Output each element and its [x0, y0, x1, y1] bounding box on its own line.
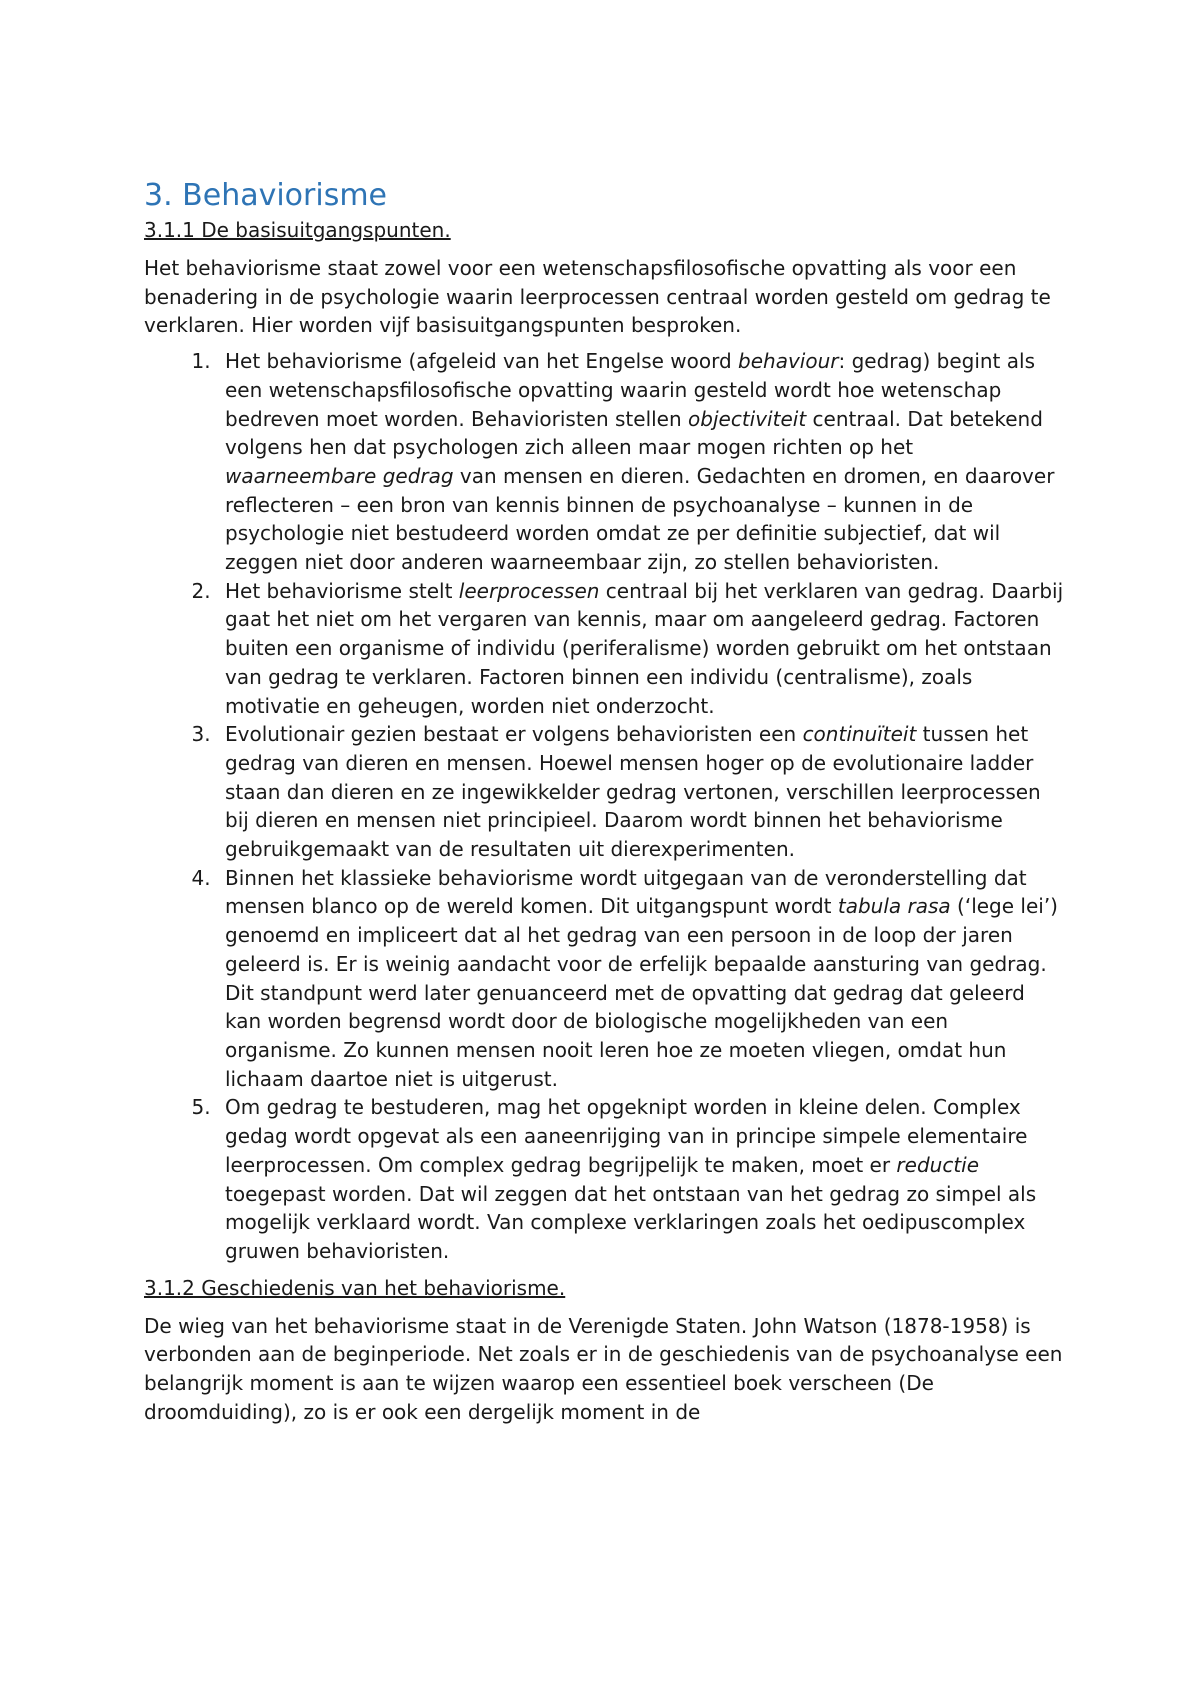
list-item: 2. Het behaviorisme stelt leerprocessen centraal bij het verklaren van gedrag. Daarbij gaat het niet om het vergaren van kennis, maar om aangeleerd gedrag. Factoren buiten een organisme of individu (periferalisme) worden gebruikt om het ontstaan van gedrag te verklaren. Factoren binnen een individu (centralisme), zoals motivatie en geheugen, worden niet onderzocht. [217, 577, 1064, 721]
history-paragraph: De wieg van het behaviorisme staat in de Verenigde Staten. John Watson (1878-1958) is verbonden aan de beginperiode. Net zoals er in de geschiedenis van de psychoanalyse een belangrijk moment is aan te wijzen waarop een essentieel boek verscheen (De droomduiding), zo is er ook een dergelijk moment in de [144, 1313, 1063, 1424]
list-item: 1. Het behaviorisme (afgeleid van het Engelse woord behaviour: gedrag) begint als een wetenschapsfilosofische opvatting waarin gesteld wordt hoe wetenschap bedreven moet worden. Behavioristen stellen objectiviteit centraal. Dat betekend volgens hen dat psychologen zich alleen maar mogen richten op het waarneembare gedrag van mensen en dieren. Gedachten en dromen, en daarover reflecteren – een bron van kennis binnen de psychoanalyse – kunnen in de psychologie niet bestudeerd worden omdat ze per definitie subjectief, dat wil zeggen niet door anderen waarneembaar zijn, zo stellen behavioristen. [217, 347, 1064, 577]
emphasis-term: reductie [896, 1152, 980, 1177]
emphasis-term: continuïteit [802, 722, 917, 747]
list-item: 5. Om gedrag te bestuderen, mag het opgeknipt worden in kleine delen. Complex gedag wordt opgevat als een aaneenrijging van in principe simpele elementaire leerprocessen. Om complex gedrag begrijpelijk te maken, moet er reductie toegepast worden. Dat wil zeggen dat het ontstaan van het gedrag zo simpel als mogelijk verklaard wordt. Van complexe verklaringen zoals het oedipuscomplex gruwen behavioristen. [217, 1093, 1064, 1265]
section-heading-basisuitgangspunten: 3.1.1 De basisuitgangspunten. [144, 218, 451, 242]
emphasis-term: objectiviteit [688, 406, 807, 431]
section-heading-geschiedenis: 3.1.2 Geschiedenis van het behaviorisme. [144, 1275, 566, 1300]
emphasis-term: waarneembare gedrag [225, 463, 454, 488]
basisuitgangspunten-list [144, 347, 1064, 1266]
chapter-heading: 3. Behaviorisme [144, 178, 388, 213]
emphasis-term: tabula rasa [837, 894, 951, 919]
emphasis-term: leerprocessen [458, 578, 600, 603]
document-content [144, 176, 1064, 1433]
intro-paragraph: Het behaviorisme staat zowel voor een wetenschapsfilosofische opvatting als voor een benadering in de psychologie waarin leerprocessen centraal worden gesteld om gedrag te verklaren. Hier worden vijf basisuitgangspunten besproken. [144, 256, 1051, 338]
list-item: 3. Evolutionair gezien bestaat er volgens behavioristen een continuïteit tussen het gedrag van dieren en mensen. Hoewel mensen hoger op de evolutionaire ladder staan dan dieren en ze ingewikkelder gedrag vertonen, verschillen leerprocessen bij dieren en mensen niet principieel. Daarom wordt binnen het behaviorisme gebruikgemaakt van de resultaten uit dierexperimenten. [217, 720, 1064, 864]
list-item: 4. Binnen het klassieke behaviorisme wordt uitgegaan van de veronderstelling dat mensen blanco op de wereld komen. Dit uitgangspunt wordt tabula rasa (‘lege lei’) genoemd en impliceert dat al het gedrag van een persoon in de loop der jaren geleerd is. Er is weinig aandacht voor de erfelijk bepaalde aansturing van gedrag. Dit standpunt werd later genuanceerd met de opvatting dat gedrag dat geleerd kan worden begrensd wordt door de biologische mogelijkheden van een organisme. Zo kunnen mensen nooit leren hoe ze moeten vliegen, omdat hun lichaam daartoe niet is uitgerust. [217, 864, 1064, 1094]
emphasis-term: behaviour [738, 349, 839, 374]
